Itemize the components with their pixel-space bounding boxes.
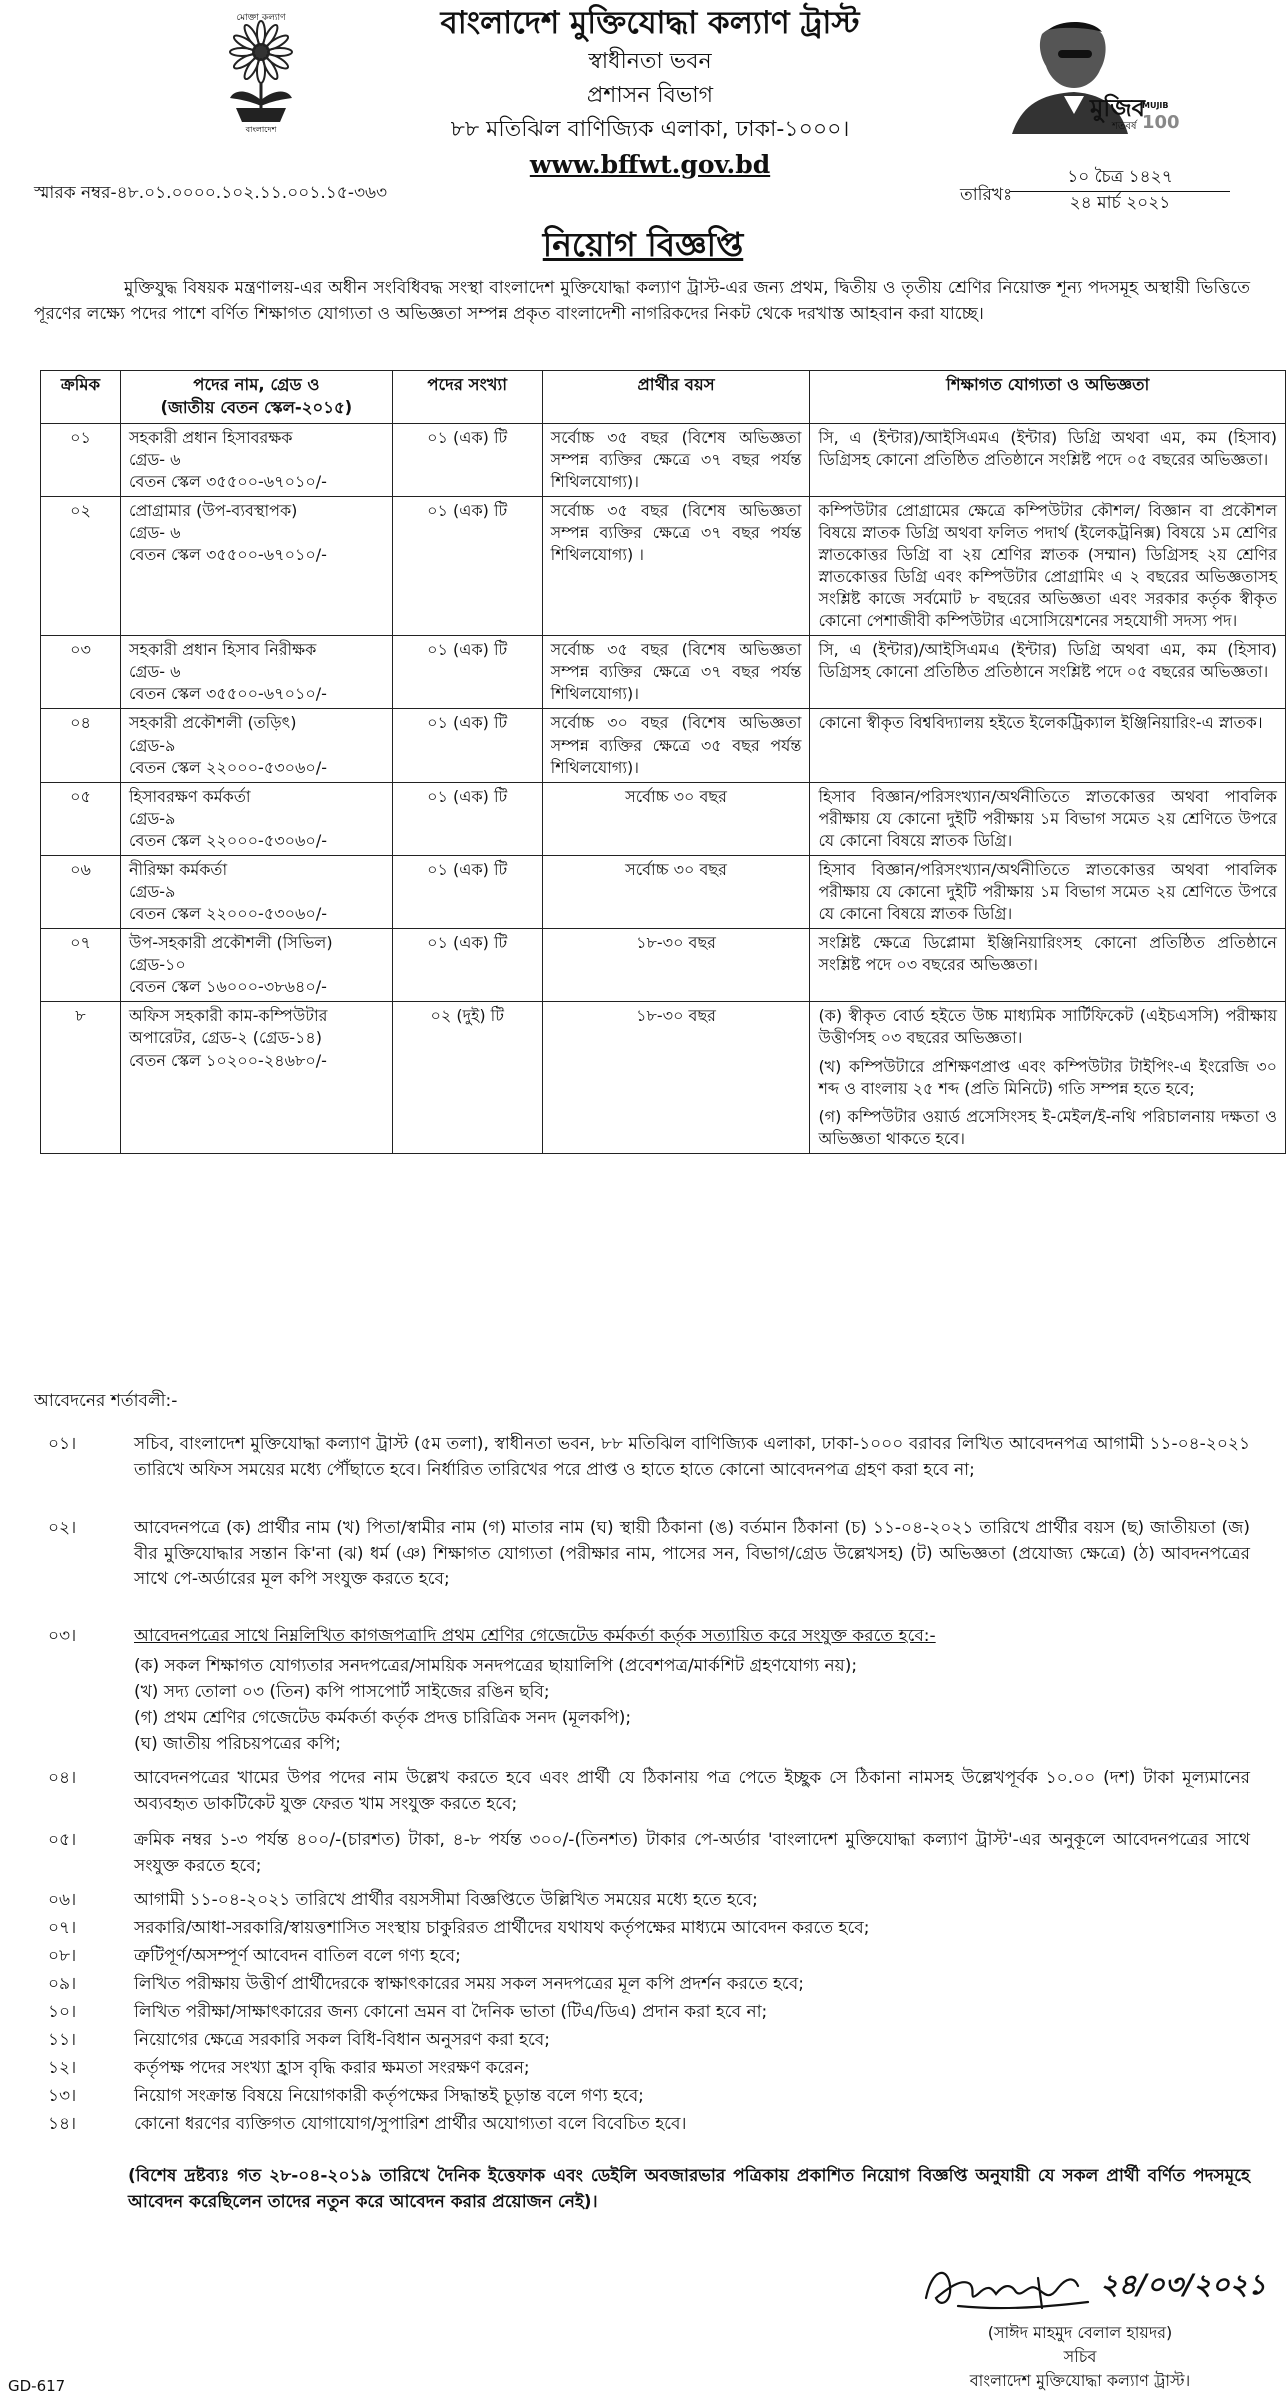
row-qualification bbox=[810, 1002, 1286, 1153]
row-serial: ০৪ bbox=[41, 709, 121, 782]
row-scale: বেতন স্কেল ৩৫৫০০-৬৭০১০/- bbox=[128, 544, 327, 564]
mujib-logo-en: MUJIB bbox=[1142, 101, 1169, 110]
table-header-row bbox=[41, 371, 1286, 424]
website-link[interactable]: www.bffwt.gov.bd bbox=[529, 150, 771, 179]
col-post bbox=[120, 371, 392, 424]
row-serial: ০৫ bbox=[41, 782, 121, 855]
row-scale: বেতন স্কেল ২২০০০-৫৩০৬০/- bbox=[128, 904, 327, 924]
condition-item bbox=[34, 1972, 1250, 1998]
row-grade: গ্রেড-৯ bbox=[128, 882, 176, 902]
condition-item bbox=[34, 1624, 1250, 1650]
row-count: ০১ (এক) টি bbox=[392, 782, 542, 855]
condition-text: আবেদনপত্রে (ক) প্রার্থীর নাম (খ) পিতা/স্বামীর নাম (গ) মাতার নাম (ঘ) স্থায়ী ঠিকানা (ঙ) বর্তমান ঠিকানা (চ) ১১-০৪-২০২১ তারিখে প্রার্থীর বয়স (ছ) জাতীয়তা (জ) বীর মুক্তিযোদ্ধার সন্তান কি'না (ঝ) ধর্ম (ঞ) শিক্ষাগত যোগ্যতা (পরীক্ষার নাম, পাসের সন, বিভাগ/গ্রেড উল্লেখসহ) (ট) অভিজ্ঞতা (প্রযোজ্য ক্ষেত্রে) (ঠ) আবদনপত্রের সাথে পে-অর্ডারের মূল কপি সংযুক্ত করতে হবে; bbox=[134, 1518, 1250, 1589]
condition-text: সরকারি/আধা-সরকারি/স্বায়ত্তশাসিত সংস্থায় চাকুরিরত প্রার্থীদের যথাযথ কর্তৃপক্ষের মাধ্যমে আবেদন করতে হবে; bbox=[134, 1918, 870, 1938]
date-block bbox=[1010, 166, 1230, 216]
condition-number: ০৯। bbox=[48, 1974, 77, 1994]
condition-number: ১২। bbox=[48, 2058, 77, 2078]
condition-text: আগামী ১১-০৪-২০২১ তারিখে প্রার্থীর বয়সসীমা বিজ্ঞপ্তিতে উল্লিখিত সময়ের মধ্যে হতে হবে; bbox=[134, 1890, 758, 1910]
row-post: সহকারী প্রধান হিসাবরক্ষক bbox=[128, 427, 293, 447]
col-post-line2: (জাতীয় বেতন স্কেল-২০১৫) bbox=[160, 397, 353, 417]
condition-text: লিখিত পরীক্ষা/সাক্ষাৎকারের জন্য কোনো ভ্রমন বা দৈনিক ভাতা (টিএ/ডিএ) প্রদান করা হবে না; bbox=[134, 2002, 768, 2022]
mujib-centenary-logo bbox=[1002, 16, 1180, 134]
row-post: প্রোগ্রামার (উপ-ব্যবস্থাপক) bbox=[128, 500, 298, 520]
condition-number: ০৮। bbox=[48, 1946, 77, 1966]
logo-caption-bottom: বাংলাদেশ bbox=[245, 125, 277, 134]
condition-item bbox=[34, 1516, 1250, 1593]
condition-item bbox=[34, 1432, 1250, 1483]
condition-number: ১৪। bbox=[48, 2114, 77, 2134]
signatory-organization: বাংলাদেশ মুক্তিযোদ্ধা কল্যাণ ট্রাস্ট। bbox=[969, 2371, 1191, 2390]
condition-item bbox=[34, 1916, 1250, 1942]
row-serial: ০৬ bbox=[41, 855, 121, 928]
page-title: নিয়োগ বিজ্ঞপ্তি bbox=[542, 225, 744, 264]
row-serial: ৮ bbox=[41, 1002, 121, 1153]
row-grade: গ্রেড-৯ bbox=[128, 808, 176, 828]
row-qualification-a: (ক) স্বীকৃত বোর্ড হইতে উচ্চ মাধ্যমিক সার্টিফিকেট (এইচএসসি) পরীক্ষায় উত্তীর্ণসহ ০৩ বছরের অভিজ্ঞতা। bbox=[818, 1006, 1277, 1048]
condition-number: ০১। bbox=[48, 1434, 77, 1454]
document-item: (গ) প্রথম শ্রেণির গেজেটেড কর্মকর্তা কর্তৃক প্রদত্ত চারিত্রিক সনদ (মূলকপি); bbox=[134, 1708, 632, 1728]
col-qualification: শিক্ষাগত যোগ্যতা ও অভিজ্ঞতা bbox=[810, 371, 1286, 424]
row-serial: ০১ bbox=[41, 423, 121, 496]
document-item: (ক) সকল শিক্ষাগত যোগ্যতার সনদপত্রের/সাময়িক সনদপত্রের ছায়ালিপি (প্রবেশপত্র/মার্কশিট গ্রহণযোগ্য নয়); bbox=[134, 1656, 858, 1676]
row-post: সহকারী প্রধান হিসাব নিরীক্ষক bbox=[128, 640, 317, 660]
condition-number: ১১। bbox=[48, 2030, 77, 2050]
row-post-cell bbox=[120, 423, 392, 496]
row-scale: বেতন স্কেল ৩৫৫০০-৬৭০১০/- bbox=[128, 684, 327, 704]
row-post: হিসাবরক্ষণ কর্মকর্তা bbox=[128, 786, 251, 806]
date-english: ২৪ মার্চ ২০২১ bbox=[1069, 193, 1171, 214]
condition-item bbox=[34, 1888, 1250, 1914]
row-post: অফিস সহকারী কাম-কম্পিউটার অপারেটর, গ্রেড-২ (গ্রেড-১৪) bbox=[128, 1006, 328, 1048]
building-name: স্বাধীনতা ভবন bbox=[588, 49, 712, 74]
row-age: সর্বোচ্চ ৩৫ বছর (বিশেষ অভিজ্ঞতা সম্পন্ন ব্যক্তির ক্ষেত্রে ৩৭ বছর পর্যন্ত শিথিলযোগ্য)। bbox=[542, 423, 810, 496]
row-age: সর্বোচ্চ ৩০ বছর bbox=[542, 782, 810, 855]
row-post: নীরিক্ষা কর্মকর্তা bbox=[128, 859, 228, 879]
handwritten-signature bbox=[918, 2258, 1098, 2325]
row-serial: ০২ bbox=[41, 496, 121, 635]
date-bangla: ১০ চৈত্র ১৪২৭ bbox=[1010, 166, 1230, 192]
signature-date: ২৪/০৩/২০২১ bbox=[1100, 2268, 1267, 2301]
row-post-cell bbox=[120, 929, 392, 1002]
condition-text: আবেদনপত্রের সাথে নিম্নলিখিত কাগজপত্রাদি প্রথম শ্রেণির গেজেটেড কর্মকর্তা কর্তৃক সত্যায়িত করে সংযুক্ত করতে হবে:- bbox=[134, 1626, 936, 1646]
row-qualification: সি, এ (ইন্টার)/আইসিএমএ (ইন্টার) ডিগ্রি অথবা এম, কম (হিসাব) ডিগ্রিসহ কোনো প্রতিষ্ঠিত প্রতিষ্ঠানে সংশ্লিষ্ট পদে ০৫ বছরের অভিজ্ঞতা। bbox=[810, 423, 1286, 496]
memo-number: স্মারক নম্বর-৪৮.০১.০০০০.১০২.১১.০০১.১৫-৩৬৩ bbox=[34, 183, 388, 203]
row-count: ০১ (এক) টি bbox=[392, 496, 542, 635]
mujib-logo-bn: মুজিব bbox=[1090, 94, 1146, 122]
row-scale: বেতন স্কেল ২২০০০-৫৩০৬০/- bbox=[128, 757, 327, 777]
signatory-name: (সাঈদ মাহমুদ বেলাল হায়দর) bbox=[987, 2323, 1173, 2342]
signatory-designation: সচিব bbox=[1063, 2347, 1097, 2366]
condition-item bbox=[34, 1944, 1250, 1970]
address: ৮৮ মতিঝিল বাণিজ্যিক এলাকা, ঢাকা-১০০০। bbox=[450, 117, 850, 142]
condition-number: ০২। bbox=[48, 1518, 77, 1538]
condition-text: ক্রমিক নম্বর ১-৩ পর্যন্ত ৪০০/-(চারশত) টাকা, ৪-৮ পর্যন্ত ৩০০/-(তিনশত) টাকার পে-অর্ডার 'বাংলাদেশ মুক্তিযোদ্ধা কল্যাণ ট্রাস্ট'-এর অনুকূলে আবেদনপত্রের সাথে সংযুক্ত করতে হবে; bbox=[134, 1830, 1250, 1876]
trust-logo bbox=[196, 8, 326, 133]
condition-item bbox=[34, 2056, 1250, 2082]
row-post: উপ-সহকারী প্রকৌশলী (সিভিল) bbox=[128, 933, 333, 953]
table-row bbox=[41, 636, 1286, 709]
row-age: সর্বোচ্চ ৩০ বছর (বিশেষ অভিজ্ঞতা সম্পন্ন ব্যক্তির ক্ষেত্রে ৩৫ বছর পর্যন্ত শিথিলযোগ্য)। bbox=[542, 709, 810, 782]
condition-number: ০৭। bbox=[48, 1918, 77, 1938]
row-post-cell bbox=[120, 496, 392, 635]
condition-text: লিখিত পরীক্ষায় উত্তীর্ণ প্রার্থীদেরকে স্বাক্ষাৎকারের সময় সকল সনদপত্রের মূল কপি প্রদর্শন করতে হবে; bbox=[134, 1974, 804, 1994]
row-age: সর্বোচ্চ ৩৫ বছর (বিশেষ অভিজ্ঞতা সম্পন্ন ব্যক্তির ক্ষেত্রে ৩৭ বছর পর্যন্ত শিথিলযোগ্য) । bbox=[542, 496, 810, 635]
document-item: (ঘ) জাতীয় পরিচয়পত্রের কপি; bbox=[134, 1734, 341, 1754]
row-post-cell bbox=[120, 709, 392, 782]
table-row bbox=[41, 782, 1286, 855]
row-grade: গ্রেড- ৬ bbox=[128, 662, 181, 682]
row-serial: ০৩ bbox=[41, 636, 121, 709]
table-row bbox=[41, 709, 1286, 782]
row-scale: বেতন স্কেল ১০২০০-২৪৬৮০/- bbox=[128, 1050, 327, 1070]
row-post-cell bbox=[120, 855, 392, 928]
row-age: সর্বোচ্চ ৩৫ বছর (বিশেষ অভিজ্ঞতা সম্পন্ন ব্যক্তির ক্ষেত্রে ৩৭ বছর পর্যন্ত শিথিলযোগ্য)। bbox=[542, 636, 810, 709]
condition-item bbox=[34, 2000, 1250, 2026]
condition-item bbox=[34, 2028, 1250, 2054]
condition-text: কোনো ধরণের ব্যক্তিগত যোগাযোগ/সুপারিশ প্রার্থীর অযোগ্যতা বলে বিবেচিত হবে। bbox=[134, 2114, 687, 2134]
row-post-cell bbox=[120, 636, 392, 709]
condition-text: সচিব, বাংলাদেশ মুক্তিযোদ্ধা কল্যাণ ট্রাস্ট (৫ম তলা), স্বাধীনতা ভবন, ৮৮ মতিঝিল বাণিজ্যিক এলাকা, ঢাকা-১০০০ বরাবর লিখিত আবেদনপত্র আগামী ১১-০৪-২০২১ তারিখে অফিস সময়ের মধ্যে পৌঁছাতে হবে। নির্ধারিত তারিখের পরে প্রাপ্ত ও হাতে হাতে কোনো আবেদনপত্র গ্রহণ করা হবে না; bbox=[134, 1434, 1250, 1480]
condition-text: আবেদনপত্রের খামের উপর পদের নাম উল্লেখ করতে হবে এবং প্রার্থী যে ঠিকানায় পত্র পেতে ইচ্ছুক সে ঠিকানা নামসহ উল্লেখপূর্বক ১০.০০ (দশ) টাকা মূল্যমানের অব্যবহৃত ডাকটিকেট যুক্ত ফেরত খাম সংযুক্ত করতে হবে; bbox=[134, 1768, 1250, 1814]
row-scale: বেতন স্কেল ১৬০০০-৩৮৬৪০/- bbox=[128, 977, 327, 997]
condition-text: নিয়োগ সংক্রান্ত বিষয়ে নিয়োগকারী কর্তৃপক্ষের সিদ্ধান্তই চূড়ান্ত বলে গণ্য হবে; bbox=[134, 2086, 644, 2106]
row-count: ০১ (এক) টি bbox=[392, 636, 542, 709]
condition-number: ০৩। bbox=[48, 1626, 77, 1646]
col-post-line1: পদের নাম, গ্রেড ও bbox=[193, 375, 320, 394]
date-label: তারিখঃ bbox=[960, 185, 1013, 205]
row-qualification-c: (গ) কম্পিউটার ওয়ার্ড প্রসেসিংসহ ই-মেইল/ই-নথি পরিচালনায় দক্ষতা ও অভিজ্ঞতা থাকতে হবে। bbox=[818, 1106, 1277, 1148]
condition-number: ১৩। bbox=[48, 2086, 77, 2106]
row-age: সর্বোচ্চ ৩০ বছর bbox=[542, 855, 810, 928]
condition-item bbox=[34, 1766, 1250, 1817]
row-post-cell bbox=[120, 782, 392, 855]
row-post-cell bbox=[120, 1002, 392, 1153]
condition-text: নিয়োগের ক্ষেত্রে সরকারি সকল বিধি-বিধান অনুসরণ করা হবে; bbox=[134, 2030, 550, 2050]
footer-code: GD-617 bbox=[8, 2377, 66, 2395]
table-row bbox=[41, 929, 1286, 1002]
table-row bbox=[41, 496, 1286, 635]
table-row bbox=[41, 1002, 1286, 1153]
row-count: ০২ (দুই) টি bbox=[392, 1002, 542, 1153]
row-age: ১৮-৩০ বছর bbox=[542, 1002, 810, 1153]
logo-caption-top: মোক্তা কল্যাণ bbox=[236, 13, 286, 23]
row-count: ০১ (এক) টি bbox=[392, 423, 542, 496]
jobs-table bbox=[40, 370, 1286, 1154]
row-scale: বেতন স্কেল ২২০০০-৫৩০৬০/- bbox=[128, 830, 327, 850]
intro-paragraph: মুক্তিযুদ্ধ বিষয়ক মন্ত্রণালয়-এর অধীন সংবিধিবদ্ধ সংস্থা বাংলাদেশ মুক্তিযোদ্ধা কল্যাণ ট্রাস্ট-এর জন্য প্রথম, দ্বিতীয় ও তৃতীয় শ্রেণির নিয়োক্ত শূন্য পদসমূহ অস্থায়ী ভিত্তিতে পূরণের লক্ষ্যে পদের পাশে বর্ণিত শিক্ষাগত যোগ্যতা ও অভিজ্ঞতা সম্পন্ন প্রকৃত বাংলাদেশী নাগরিকদের নিকট থেকে দরখাস্ত আহবান করা যাচ্ছে। bbox=[34, 278, 1250, 324]
special-note: (বিশেষ দ্রষ্টব্যঃ গত ২৮-০৪-২০১৯ তারিখে দৈনিক ইত্তেফাক এবং ডেইলি অবজারভার পত্রিকায় প্রকাশিত নিয়োগ বিজ্ঞপ্তি অনুযায়ী যে সকল প্রার্থী বর্ণিত পদসমূহে আবেদন করেছিলেন তাদের নতুন করে আবেদন করার প্রয়োজন নেই)। bbox=[128, 2166, 1250, 2213]
row-qualification: সি, এ (ইন্টার)/আইসিএমএ (ইন্টার) ডিগ্রি অথবা এম, কম (হিসাব) ডিগ্রিসহ কোনো প্রতিষ্ঠিত প্রতিষ্ঠানে সংশ্লিষ্ট পদে ০৫ বছরের অভিজ্ঞতা। bbox=[810, 636, 1286, 709]
mujib-logo-num: 100 bbox=[1142, 112, 1180, 133]
condition-item bbox=[34, 2112, 1250, 2138]
row-grade: গ্রেড- ৬ bbox=[128, 522, 181, 542]
row-grade: গ্রেড-৯ bbox=[128, 735, 176, 755]
condition-text: কর্তৃপক্ষ পদের সংখ্যা হ্রাস বৃদ্ধি করার ক্ষমতা সংরক্ষণ করেন; bbox=[134, 2058, 530, 2078]
row-scale: বেতন স্কেল ৩৫৫০০-৬৭০১০/- bbox=[128, 471, 327, 491]
condition-number: ১০। bbox=[48, 2002, 77, 2022]
row-qualification: সংশ্লিষ্ট ক্ষেত্রে ডিপ্লোমা ইঞ্জিনিয়ারিংসহ কোনো প্রতিষ্ঠিত প্রতিষ্ঠানে সংশ্লিষ্ট পদে ০৩ বছরের অভিজ্ঞতা। bbox=[810, 929, 1286, 1002]
condition-item bbox=[34, 2084, 1250, 2110]
col-age: প্রার্থীর বয়স bbox=[542, 371, 810, 424]
condition-item bbox=[34, 1828, 1250, 1879]
col-serial: ক্রমিক bbox=[41, 371, 121, 424]
row-qualification: হিসাব বিজ্ঞান/পরিসংখ্যান/অর্থনীতিতে স্নাতকোত্তর অথবা পাবলিক পরীক্ষায় যে কোনো দুইটি পরীক্ষায় ১ম বিভাগ সমেত ২য় শ্রেণিতে উপরে যে কোনো বিষয়ে স্নাতক ডিগ্রি। bbox=[810, 855, 1286, 928]
condition-number: ০৪। bbox=[48, 1768, 77, 1788]
table-row bbox=[41, 855, 1286, 928]
terms-heading: আবেদনের শর্তাবলী:- bbox=[34, 1391, 178, 1411]
row-count: ০১ (এক) টি bbox=[392, 855, 542, 928]
row-grade: গ্রেড- ৬ bbox=[128, 449, 181, 469]
page-title-wrap bbox=[0, 222, 1286, 268]
department-name: প্রশাসন বিভাগ bbox=[586, 83, 714, 108]
table-row bbox=[41, 423, 1286, 496]
row-post: সহকারী প্রকৌশলী (তড়িৎ) bbox=[128, 713, 297, 733]
row-count: ০১ (এক) টি bbox=[392, 929, 542, 1002]
row-qualification-b: (খ) কম্পিউটারে প্রশিক্ষণপ্রাপ্ত এবং কম্পিউটার টাইপিং-এ ইংরেজি ৩০ শব্দ ও বাংলায় ২৫ শব্দ (প্রতি মিনিটে) গতি সম্পন্ন হতে হবে; bbox=[818, 1056, 1277, 1098]
row-grade: গ্রেড-১০ bbox=[128, 955, 186, 975]
row-qualification: কোনো স্বীকৃত বিশ্ববিদ্যালয় হইতে ইলেকট্রিক্যাল ইঞ্জিনিয়ারিং-এ স্নাতক। bbox=[810, 709, 1286, 782]
row-qualification: কম্পিউটার প্রোগ্রামের ক্ষেত্রে কম্পিউটার কৌশল/ বিজ্ঞান বা প্রকৌশল বিষয়ে স্নাতক ডিগ্রি অথবা ফলিত পদার্থ (ইলেকট্রনিক্স) বিষয়ে ১ম শ্রেণির স্নাতকোত্তর ডিগ্রি বা ২য় শ্রেণির স্নাতক (সম্মান) ডিগ্রিসহ ২য় শ্রেণির স্নাতকোত্তর ডিগ্রি এবং কম্পিউটার প্রোগ্রামিং এ ২ বছরের অভিজ্ঞতাসহ সংশ্লিষ্ট কাজে সর্বমোট ৮ বছরের অভিজ্ঞতা এবং সরকার কর্তৃক স্বীকৃত কোনো পেশাজীবী কম্পিউটার এসোসিয়েশনের সহযোগী সদস্য পদ। bbox=[810, 496, 1286, 635]
col-count: পদের সংখ্যা bbox=[392, 371, 542, 424]
document-item: (খ) সদ্য তোলা ০৩ (তিন) কপি পাসপোর্ট সাইজের রঙিন ছবি; bbox=[134, 1682, 550, 1702]
condition-number: ০৬। bbox=[48, 1890, 77, 1910]
condition-text: ত্রুটিপূর্ণ/অসম্পূর্ণ আবেদন বাতিল বলে গণ্য হবে; bbox=[134, 1946, 461, 1966]
row-age: ১৮-৩০ বছর bbox=[542, 929, 810, 1002]
condition-number: ০৫। bbox=[48, 1830, 77, 1850]
row-serial: ০৭ bbox=[41, 929, 121, 1002]
org-title: বাংলাদেশ মুক্তিযোদ্ধা কল্যাণ ট্রাস্ট bbox=[440, 5, 860, 41]
row-count: ০১ (এক) টি bbox=[392, 709, 542, 782]
mujib-logo-sub: শতবর্ষ bbox=[1112, 121, 1137, 132]
row-qualification: হিসাব বিজ্ঞান/পরিসংখ্যান/অর্থনীতিতে স্নাতকোত্তর অথবা পাবলিক পরীক্ষায় যে কোনো দুইটি পরীক্ষায় ১ম বিভাগ সমেত ২য় শ্রেণিতে উপরে যে কোনো বিষয়ে স্নাতক ডিগ্রি। bbox=[810, 782, 1286, 855]
